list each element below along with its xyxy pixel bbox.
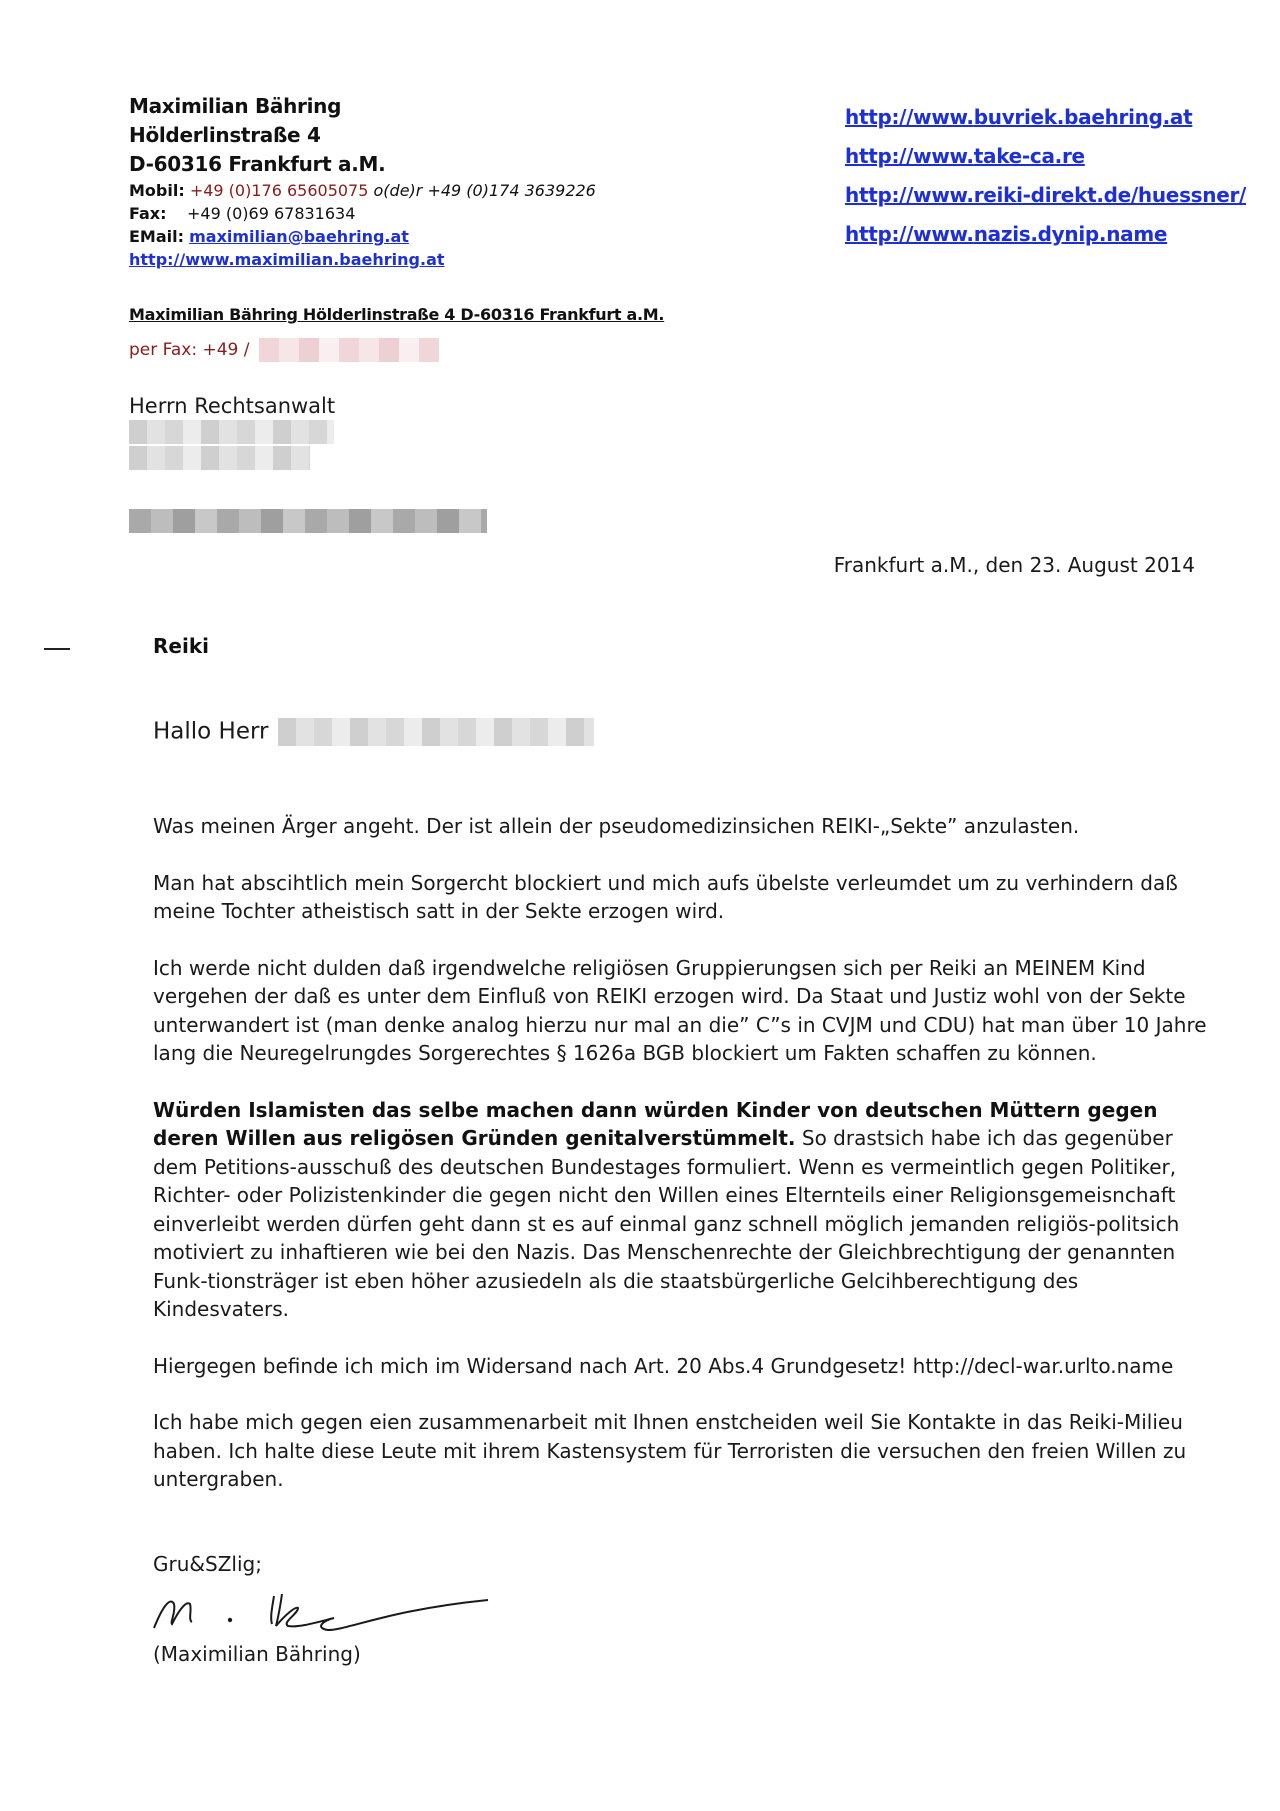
- link-take-care[interactable]: [845, 137, 1246, 176]
- sender-street: Hölderlinstraße 4: [129, 123, 321, 147]
- redacted-recipient-street: [129, 446, 310, 470]
- fax-number: +49 (0)69 67831634: [187, 204, 356, 223]
- body-paragraph-6: Ich habe mich gegen eien zusammenarbeit mit Ihnen enstcheiden weil Sie Kontakte in das Reiki-Milieu haben. Ich halte diese Leute mit ihrem Kastensystem für Terroristen die versuchen den freien Willen zu untergraben.: [153, 1410, 1187, 1491]
- sender-block: [129, 92, 596, 271]
- body-paragraph-4: [153, 1096, 1213, 1324]
- subject-line: Reiki: [153, 634, 209, 658]
- link-reiki-direkt[interactable]: [845, 176, 1246, 215]
- redacted-recipient-name: [129, 420, 334, 444]
- link-nazis-dynip-prefix: http://www.: [845, 222, 974, 246]
- redacted-fax-number: [259, 338, 439, 362]
- greeting-text: Hallo Herr: [153, 718, 269, 745]
- link-reiki-direkt-prefix: http://www.reiki-direkt.de/: [845, 183, 1138, 207]
- body-paragraph-5: Hiergegen befinde ich mich im Widersand nach Art. 20 Abs.4 Grundgesetz! http://decl-war.urlto.name: [153, 1353, 1174, 1378]
- handwritten-signature: [148, 1578, 508, 1640]
- closing: Gru&SZlig;: [153, 1552, 262, 1576]
- body-paragraph-4-emphasis: Würden Islamisten das selbe machen dann würden Kinder von deutschen Müttern gegen deren Willen aus religösen Gründen genitalverstümmelt.: [153, 1097, 1158, 1150]
- sender-fax: [129, 202, 596, 225]
- redacted-recipient-surname: [278, 718, 594, 746]
- sender-email: [129, 225, 596, 248]
- mobile-number-2: +49 (0)174 3639226: [427, 181, 596, 200]
- letter-date: Frankfurt a.M., den 23. August 2014: [833, 553, 1195, 577]
- sender-city: D-60316 Frankfurt a.M.: [129, 152, 386, 176]
- link-buvriek[interactable]: [845, 98, 1246, 137]
- link-buvriek-prefix: http://www.: [845, 105, 974, 129]
- fax-label: Fax:: [129, 204, 167, 223]
- email-label: EMail:: [129, 227, 185, 246]
- mobile-separator: o(de)r: [373, 181, 423, 200]
- per-fax-label: per Fax: +49 /: [129, 340, 250, 360]
- link-reiki-direkt-path: huessner/: [1137, 183, 1247, 207]
- per-fax-line: [129, 338, 439, 362]
- body-paragraph-1: Was meinen Ärger angeht. Der ist allein der pseudomedizinsichen REIKI-„Sekte” anzulasten.: [153, 814, 1080, 838]
- link-nazis-dynip-domain: nazis.dynip.name: [973, 222, 1168, 246]
- link-take-care-prefix: http://www.: [845, 144, 974, 168]
- signature-name: (Maximilian Bähring): [153, 1642, 361, 1666]
- fold-mark: [44, 648, 70, 650]
- link-nazis-dynip[interactable]: [845, 215, 1246, 254]
- redacted-recipient-city: [129, 509, 487, 533]
- greeting: [153, 718, 594, 746]
- link-buvriek-domain: buvriek.baehring.at: [973, 105, 1193, 129]
- sender-name: Maximilian Bähring: [129, 94, 342, 118]
- website-link[interactable]: http://www.maximilian.baehring.at: [129, 250, 445, 269]
- header-links: [845, 98, 1246, 254]
- link-take-care-domain: take-ca.re: [973, 144, 1085, 168]
- mobile-number-1: +49 (0)176 65605075: [189, 181, 369, 200]
- letter-body: [153, 812, 1213, 1522]
- body-paragraph-3: Ich werde nicht dulden daß irgendwelche religiösen Gruppierungsen sich per Reiki an MEINEM Kind vergehen der daß es unter dem Einfluß von REIKI erzogen wird. Da Staat und Justiz wohl von der Sekte unterwandert ist (man denke analog hierzu nur mal an die” C”s in CVJM und CDU) hat man über 10 Jahre lang die Neuregelrungdes Sorgerechtes § 1626a BGB blockiert um Fakten schaffen zu können.: [153, 955, 1207, 1065]
- return-address: Maximilian Bähring Hölderlinstraße 4 D-60316 Frankfurt a.M.: [129, 305, 665, 324]
- sender-mobile: [129, 179, 596, 202]
- sender-website: [129, 248, 596, 271]
- mobile-label: Mobil:: [129, 181, 185, 200]
- body-paragraph-2: Man hat abscihtlich mein Sorgercht blockiert und mich aufs übelste verleumdet um zu verhindern daß meine Tochter atheistisch satt in der Sekte erzogen wird.: [153, 870, 1178, 923]
- email-link[interactable]: maximilian@baehring.at: [189, 227, 409, 246]
- body-paragraph-4-rest: So drastsich habe ich das gegenüber dem Petitions-ausschuß des deutschen Bundestages formuliert. Wenn es vermeintlich gegen Politiker, Richter- oder Polizistenkinder die gegen nicht den Willen eines Elternteils einer Religionsgemeisnchaft einverleibt werden dürfen geht dann st es auf einmal ganz schnell möglich jemanden religiös-politsich motiviert zu inhaftieren wie bei den Nazis. Das Menschenrechte der Gleichbrechtigung der genannten Funk-tionsträger ist eben höher azusiedeln als die staatsbürgerliche Gelcihberechtigung des Kindesvaters.: [153, 1126, 1180, 1321]
- recipient-title: Herrn Rechtsanwalt: [129, 394, 336, 418]
